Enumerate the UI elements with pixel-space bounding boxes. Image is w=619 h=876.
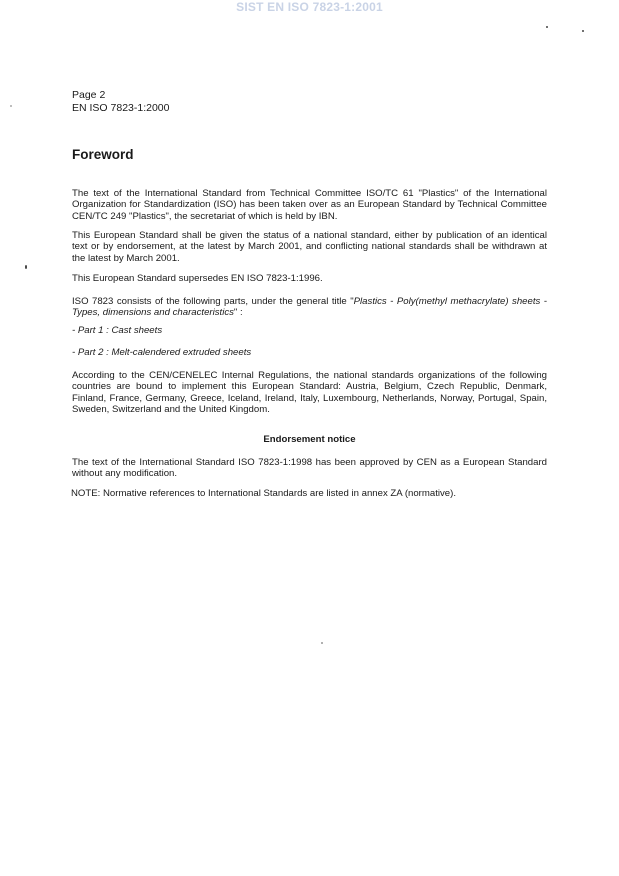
scan-speck (25, 265, 27, 269)
endorsement-text: The text of the International Standard ISO 7823-1:1998 has been approved by CEN as a European Standard without any modification. (72, 457, 547, 480)
page-header (72, 89, 169, 115)
paragraph-parts (72, 296, 547, 319)
parts-intro-end: " : (233, 307, 243, 319)
parts-intro: ISO 7823 consists of the following parts, under the general title " (72, 296, 354, 307)
document-number: EN ISO 7823-1:2000 (72, 102, 170, 114)
part-1: - Part 1 : Cast sheets (72, 325, 163, 336)
note: NOTE: Normative references to International Standards are listed in annex ZA (normative). (71, 488, 456, 499)
scan-speck (321, 642, 323, 644)
scan-speck (582, 30, 584, 32)
section-title: Foreword (72, 147, 134, 162)
paragraph-regulations: According to the CEN/CENELEC Internal Regulations, the national standards organizations of the following countries are bound to implement this European Standard: Austria, Belgium, Czech Republic, Denmark, Finland, France, Germany, Greece, Iceland, Ireland, Italy, Luxembourg, Netherlands, Norway, Portugal, Spain, Sweden, Switzerland and the United Kingdom. (72, 370, 547, 416)
page-number: Page 2 (72, 89, 106, 101)
endorsement-heading: Endorsement notice (263, 434, 356, 445)
paragraph-supersedes: This European Standard supersedes EN ISO 7823-1:1996. (72, 273, 323, 284)
scan-speck (10, 105, 12, 107)
parts-general-title: Plastics - Poly(methyl methacrylate) sheets - Types, dimensions and characteristics (72, 296, 547, 319)
watermark: SIST EN ISO 7823-1:2001 (236, 0, 383, 14)
part-2: - Part 2 : Melt-calendered extruded sheets (72, 347, 252, 358)
paragraph-status: This European Standard shall be given the status of a national standard, either by publication of an identical text or by endorsement, at the latest by March 2001, and conflicting national standards shall be withdrawn at the latest by March 2001. (72, 230, 547, 264)
scan-speck (546, 26, 548, 28)
paragraph-scope: The text of the International Standard from Technical Committee ISO/TC 61 "Plastics" of the International Organization for Standardization (ISO) has been taken over as an European Standard by Technical Committee CEN/TC 249 "Plastics", the secretariat of which is held by IBN. (72, 188, 547, 222)
